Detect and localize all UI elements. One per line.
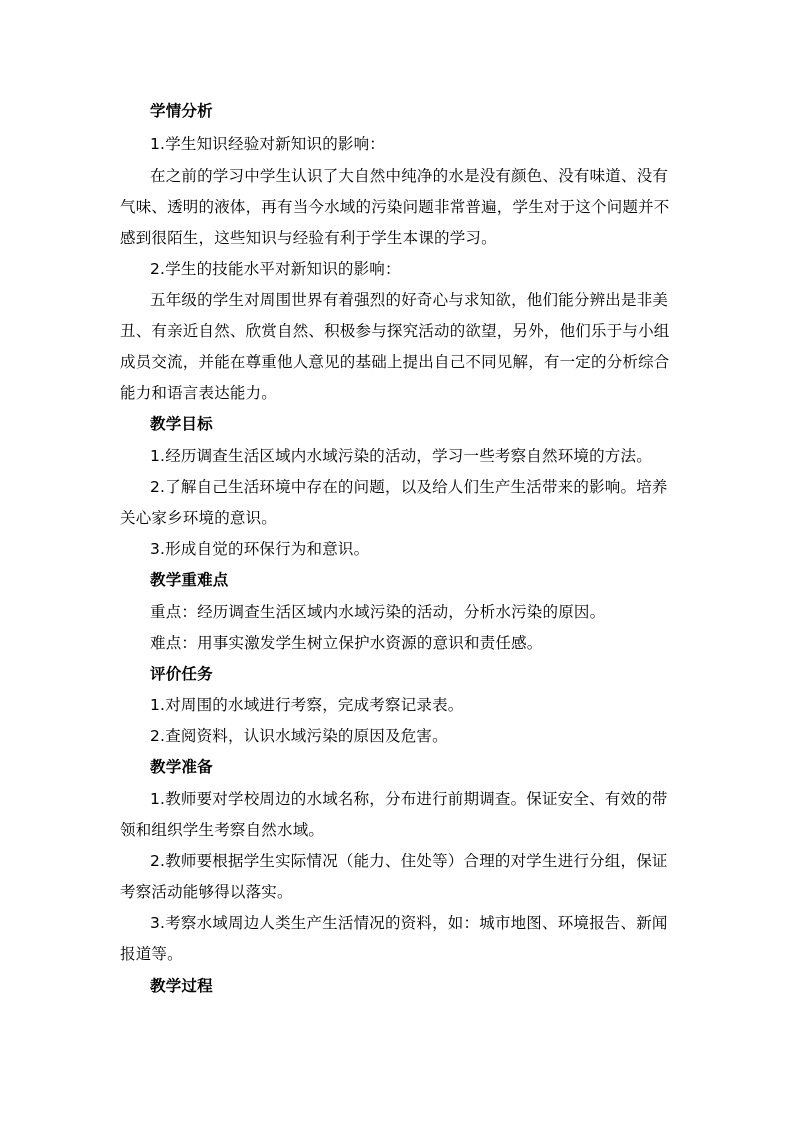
prep-line-3: 2.教师要根据学生实际情况（能力、住处等）合理的对学生进行分组，保证	[150, 852, 668, 870]
prep-line-4: 考察活动能够得以落实。	[120, 883, 293, 901]
tasks-line-1: 1.对周围的水域进行考察，完成考察记录表。	[150, 696, 464, 714]
analysis-item2-line-4: 能力和语言表达能力。	[120, 384, 278, 402]
analysis-item1-line-1: 在之前的学习中学生认识了大自然中纯净的水是没有颜色、没有味道、没有	[150, 167, 669, 185]
section-heading-tasks: 评价任务	[150, 665, 213, 683]
goals-line-4: 3.形成自觉的环保行为和意识。	[150, 540, 370, 558]
keypoints-line-1: 重点：经历调查生活区域内水域污染的活动，分析水污染的原因。	[150, 603, 606, 621]
goals-line-2: 2.了解自己生活环境中存在的问题，以及给人们生产生活带来的影响。培养	[150, 478, 668, 496]
prep-line-5: 3.考察水域周边人类生产生活情况的资料，如：城市地图、环境报告、新闻	[150, 914, 668, 932]
keypoints-line-2: 难点：用事实激发学生树立保护水资源的意识和责任感。	[150, 634, 543, 652]
section-heading-goals: 教学目标	[150, 415, 213, 433]
prep-line-2: 领和组织学生考察自然水域。	[120, 821, 325, 839]
analysis-item1-line-2: 气味、透明的液体，再有当今水域的污染问题非常普遍，学生对于这个问题并不	[120, 198, 670, 216]
analysis-item2-line-1: 五年级的学生对周围世界有着强烈的好奇心与求知欲，他们能分辨出是非美	[150, 291, 669, 309]
analysis-item1-line-3: 感到很陌生，这些知识与经验有利于学生本课的学习。	[120, 229, 497, 247]
goals-line-3: 关心家乡环境的意识。	[120, 509, 278, 527]
section-heading-prep: 教学准备	[150, 758, 213, 776]
section-heading-keypoints: 教学重难点	[150, 571, 229, 589]
analysis-item2-line-2: 丑、有亲近自然、欣赏自然、积极参与探究活动的欲望，另外，他们乐于与小组	[120, 322, 670, 340]
prep-line-6: 报道等。	[120, 945, 183, 963]
prep-line-1: 1.教师要对学校周边的水域名称，分布进行前期调查。保证安全、有效的带	[150, 790, 668, 808]
section-heading-analysis: 学情分析	[150, 102, 213, 120]
analysis-item2-line-3: 成员交流，并能在尊重他人意见的基础上提出自己不同见解，有一定的分析综合	[120, 353, 670, 371]
tasks-line-2: 2.查阅资料，认识水域污染的原因及危害。	[150, 727, 448, 745]
section-heading-process: 教学过程	[150, 977, 213, 995]
analysis-item2-title: 2.学生的技能水平对新知识的影响：	[150, 260, 401, 278]
goals-line-1: 1.经历调查生活区域内水域污染的活动，学习一些考察自然环境的方法。	[150, 447, 652, 465]
analysis-item1-title: 1.学生知识经验对新知识的影响：	[150, 135, 385, 153]
